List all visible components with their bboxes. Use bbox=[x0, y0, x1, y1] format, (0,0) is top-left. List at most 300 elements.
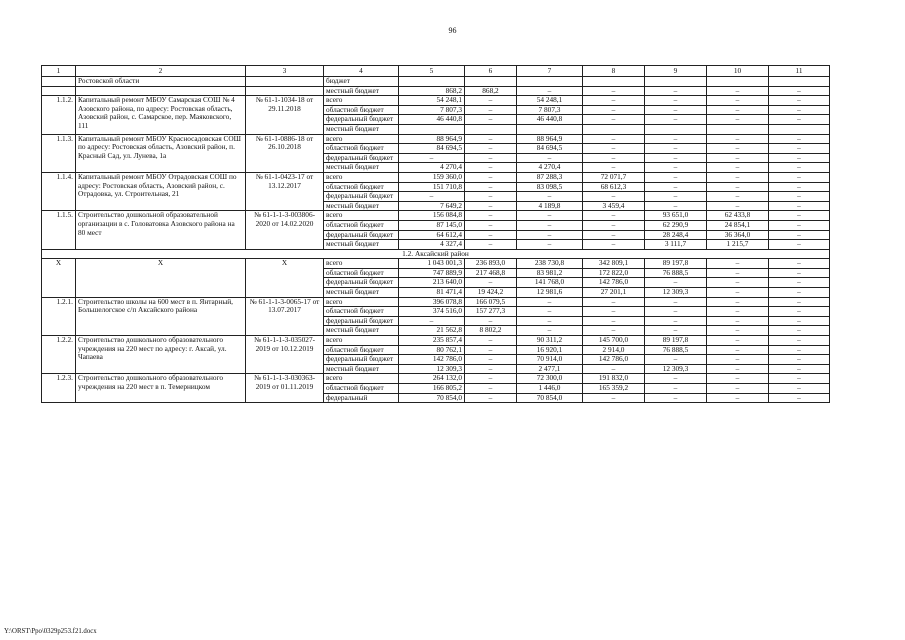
table-cell: 64 612,4 bbox=[399, 230, 465, 240]
table-cell: 868,2 bbox=[465, 86, 517, 96]
table-cell: 142 786,0 bbox=[583, 278, 645, 288]
table-cell: федеральный бюджет bbox=[324, 316, 399, 326]
table-cell: 159 360,0 bbox=[399, 172, 465, 182]
table-cell: – bbox=[707, 364, 769, 374]
table-cell: – bbox=[769, 316, 830, 326]
table-row bbox=[42, 297, 830, 307]
table-cell: – bbox=[465, 182, 517, 192]
table-cell: – bbox=[399, 316, 465, 326]
table-cell: 70 854,0 bbox=[517, 393, 583, 403]
table-cell: – bbox=[583, 240, 645, 250]
table-cell: 236 893,0 bbox=[465, 259, 517, 269]
table-cell: 12 309,3 bbox=[645, 288, 707, 298]
table-cell: № 61-1-1-3-035027-2019 от 10.12.2019 bbox=[246, 336, 324, 374]
table-cell: 8 802,2 bbox=[465, 326, 517, 336]
table-cell: 12 981,6 bbox=[517, 288, 583, 298]
table-cell: – bbox=[707, 86, 769, 96]
table-cell: № 61-1-0423-17 от 13.12.2017 bbox=[246, 172, 324, 210]
section-title: 1.2. Аксайский район bbox=[42, 249, 830, 259]
table-cell: Х bbox=[76, 259, 246, 297]
table-cell: – bbox=[769, 172, 830, 182]
budget-table bbox=[41, 65, 830, 403]
table-cell: областной бюджет bbox=[324, 345, 399, 355]
table-cell: 4 270,4 bbox=[399, 163, 465, 173]
table-cell: 1 446,0 bbox=[517, 384, 583, 394]
table-cell: – bbox=[707, 374, 769, 384]
table-cell: – bbox=[583, 316, 645, 326]
table-cell: всего bbox=[324, 374, 399, 384]
table-cell: 89 197,8 bbox=[645, 259, 707, 269]
table-cell: – bbox=[769, 297, 830, 307]
table-cell: 145 700,0 bbox=[583, 336, 645, 346]
table-cell: – bbox=[769, 336, 830, 346]
table-cell: – bbox=[583, 364, 645, 374]
table-cell: – bbox=[583, 230, 645, 240]
header-cell: 8 bbox=[583, 66, 645, 77]
table-cell: – bbox=[645, 105, 707, 115]
table-cell bbox=[707, 77, 769, 87]
table-cell: – bbox=[583, 307, 645, 317]
table-cell: Ростовской области bbox=[76, 77, 246, 87]
table-cell: всего bbox=[324, 172, 399, 182]
table-row bbox=[42, 211, 830, 221]
table-cell: – bbox=[517, 220, 583, 230]
table-cell: – bbox=[769, 220, 830, 230]
header-cell: 3 bbox=[246, 66, 324, 77]
table-cell: местный бюджет bbox=[324, 288, 399, 298]
table-cell: № 61-1-0886-18 от 26.10.2018 bbox=[246, 134, 324, 172]
table-cell: – bbox=[465, 192, 517, 202]
table-cell: местный бюджет bbox=[324, 86, 399, 96]
table-cell: – bbox=[517, 192, 583, 202]
table-cell: Строительство школы на 600 мест в п. Янтарный, Большелогское с/п Аксайского района bbox=[76, 297, 246, 335]
table-cell: – bbox=[583, 326, 645, 336]
table-row bbox=[42, 96, 830, 106]
table-cell: – bbox=[769, 211, 830, 221]
table-cell: 46 440,8 bbox=[517, 115, 583, 125]
table-cell: всего bbox=[324, 259, 399, 269]
table-cell: – bbox=[707, 307, 769, 317]
table-cell: – bbox=[769, 278, 830, 288]
table-cell: – bbox=[707, 268, 769, 278]
table-cell: 83 098,5 bbox=[517, 182, 583, 192]
table-cell: – bbox=[465, 336, 517, 346]
table-cell: 21 562,8 bbox=[399, 326, 465, 336]
table-cell: 238 730,8 bbox=[517, 259, 583, 269]
table-cell: 213 640,0 bbox=[399, 278, 465, 288]
table-cell: – bbox=[465, 220, 517, 230]
table-cell: – bbox=[517, 86, 583, 96]
table-cell: – bbox=[645, 134, 707, 144]
table-cell: – bbox=[769, 307, 830, 317]
table-cell: 87 145,0 bbox=[399, 220, 465, 230]
table-cell bbox=[399, 124, 465, 134]
table-cell: федеральный бюджет bbox=[324, 115, 399, 125]
table-cell: – bbox=[645, 384, 707, 394]
table-cell bbox=[769, 124, 830, 134]
table-cell: 157 277,3 bbox=[465, 307, 517, 317]
table-cell: – bbox=[517, 240, 583, 250]
table-cell: – bbox=[707, 278, 769, 288]
table-cell: областной бюджет bbox=[324, 182, 399, 192]
table-cell: – bbox=[583, 220, 645, 230]
table-cell: – bbox=[583, 144, 645, 154]
table-cell: – bbox=[583, 211, 645, 221]
table-cell: 4 189,8 bbox=[517, 201, 583, 211]
table-cell bbox=[465, 77, 517, 87]
table-cell bbox=[583, 77, 645, 87]
table-cell: Строительство дошкольного образовательного учреждения на 220 мест по адресу: г. Аксай, ул. Чапаева bbox=[76, 336, 246, 374]
table-cell: – bbox=[465, 153, 517, 163]
table-cell: Капитальный ремонт МБОУ Отрадовская СОШ по адресу: Ростовская область, Азовский район, с. Отрадовка, ул. Строительная, 21 bbox=[76, 172, 246, 210]
table-cell: – bbox=[769, 96, 830, 106]
table-cell: 76 888,5 bbox=[645, 345, 707, 355]
table-cell: – bbox=[583, 134, 645, 144]
table-cell bbox=[399, 77, 465, 87]
table-cell: – bbox=[645, 278, 707, 288]
table-cell: – bbox=[465, 115, 517, 125]
table-cell: № 61-1-1-3-030363-2019 от 01.11.2019 bbox=[246, 374, 324, 403]
table-cell: 88 964,9 bbox=[517, 134, 583, 144]
table-cell bbox=[645, 124, 707, 134]
table-cell: Капитальный ремонт МБОУ Красносадовская СОШ по адресу: Ростовская область, Азовский район, п. Красный Сад, ул. Лунева, 1а bbox=[76, 134, 246, 172]
table-cell: Капитальный ремонт МБОУ Самарская СОШ № 4 Азовского района, по адресу: Ростовская область, Азовский район, с. Самарское, пер. Маяковского, 111 bbox=[76, 96, 246, 134]
table-row bbox=[42, 259, 830, 269]
table-cell: – bbox=[769, 105, 830, 115]
table-cell: – bbox=[465, 134, 517, 144]
table-cell: – bbox=[707, 393, 769, 403]
header-cell: 7 bbox=[517, 66, 583, 77]
table-cell: № 61-1-1-3-0065-17 от 13.07.2017 bbox=[246, 297, 324, 335]
table-cell: – bbox=[645, 144, 707, 154]
budget-table-container bbox=[41, 65, 829, 403]
table-cell: 1 215,7 bbox=[707, 240, 769, 250]
table-cell: федеральный бюджет bbox=[324, 153, 399, 163]
table-cell: № 61-1-1-3-003806-2020 от 14.02.2020 bbox=[246, 211, 324, 249]
table-row bbox=[42, 172, 830, 182]
table-cell: – bbox=[769, 182, 830, 192]
table-cell: – bbox=[707, 316, 769, 326]
table-cell: 235 857,4 bbox=[399, 336, 465, 346]
table-cell: 76 888,5 bbox=[645, 268, 707, 278]
table-cell: – bbox=[707, 144, 769, 154]
table-cell: – bbox=[465, 384, 517, 394]
table-cell: 84 694,5 bbox=[517, 144, 583, 154]
table-cell: 142 786,0 bbox=[399, 355, 465, 365]
table-cell: Х bbox=[246, 259, 324, 297]
table-cell: 84 694,5 bbox=[399, 144, 465, 154]
table-cell: 12 309,3 bbox=[645, 364, 707, 374]
table-cell: – bbox=[769, 288, 830, 298]
footer-file-path: Y:\ORST\Ppo\0329p253.f21.docx bbox=[4, 628, 97, 635]
table-cell: – bbox=[465, 201, 517, 211]
table-cell: – bbox=[769, 230, 830, 240]
table-cell: – bbox=[707, 163, 769, 173]
table-cell: – bbox=[645, 86, 707, 96]
table-cell: Строительство дошкольного образовательного учреждения на 220 мест в п. Темерницком bbox=[76, 374, 246, 403]
table-cell: 264 132,0 bbox=[399, 374, 465, 384]
table-cell: 27 201,1 bbox=[583, 288, 645, 298]
table-cell bbox=[42, 77, 76, 87]
table-cell: областной бюджет bbox=[324, 268, 399, 278]
table-cell: 81 471,4 bbox=[399, 288, 465, 298]
table-cell: – bbox=[769, 192, 830, 202]
table-cell: – bbox=[707, 384, 769, 394]
table-cell: федеральный bbox=[324, 393, 399, 403]
table-cell: 72 300,0 bbox=[517, 374, 583, 384]
table-cell: – bbox=[707, 115, 769, 125]
header-cell: 5 bbox=[399, 66, 465, 77]
table-cell: всего bbox=[324, 96, 399, 106]
table-cell: – bbox=[769, 115, 830, 125]
table-cell: – bbox=[769, 259, 830, 269]
table-cell: 151 710,8 bbox=[399, 182, 465, 192]
table-cell: областной бюджет bbox=[324, 105, 399, 115]
table-cell: 374 516,0 bbox=[399, 307, 465, 317]
table-cell: – bbox=[645, 297, 707, 307]
table-cell: – bbox=[517, 211, 583, 221]
table-cell: – bbox=[465, 105, 517, 115]
table-cell: 2 477,1 bbox=[517, 364, 583, 374]
table-row bbox=[42, 336, 830, 346]
table-cell: – bbox=[465, 393, 517, 403]
table-cell: местный бюджет bbox=[324, 326, 399, 336]
table-cell: 2 914,0 bbox=[583, 345, 645, 355]
table-cell: 7 649,2 bbox=[399, 201, 465, 211]
column-number-header bbox=[42, 66, 830, 77]
table-cell: 1 043 001,3 bbox=[399, 259, 465, 269]
table-cell: – bbox=[583, 192, 645, 202]
table-cell: – bbox=[645, 182, 707, 192]
table-cell: 396 078,8 bbox=[399, 297, 465, 307]
table-cell: 166 805,2 bbox=[399, 384, 465, 394]
table-cell: – bbox=[465, 144, 517, 154]
table-cell: 4 327,4 bbox=[399, 240, 465, 250]
table-cell bbox=[246, 77, 324, 87]
table-cell: – bbox=[465, 230, 517, 240]
table-row bbox=[42, 134, 830, 144]
table-cell: – bbox=[707, 172, 769, 182]
table-cell: – bbox=[465, 240, 517, 250]
table-cell: – bbox=[707, 182, 769, 192]
table-cell: – bbox=[517, 230, 583, 240]
header-cell: 4 bbox=[324, 66, 399, 77]
table-cell: 28 248,4 bbox=[645, 230, 707, 240]
table-cell: 54 248,1 bbox=[399, 96, 465, 106]
table-cell: – bbox=[465, 211, 517, 221]
table-cell: – bbox=[465, 355, 517, 365]
table-cell: – bbox=[583, 96, 645, 106]
table-cell bbox=[246, 86, 324, 96]
table-cell: – bbox=[645, 201, 707, 211]
table-cell: 62 433,8 bbox=[707, 211, 769, 221]
table-cell: – bbox=[645, 316, 707, 326]
table-cell: 217 468,8 bbox=[465, 268, 517, 278]
table-cell: федеральный бюджет bbox=[324, 192, 399, 202]
table-cell: местный бюджет bbox=[324, 201, 399, 211]
header-cell: 11 bbox=[769, 66, 830, 77]
table-cell: областной бюджет bbox=[324, 307, 399, 317]
table-cell: – bbox=[465, 374, 517, 384]
table-cell: – bbox=[769, 86, 830, 96]
table-cell: – bbox=[583, 163, 645, 173]
table-cell: – bbox=[517, 316, 583, 326]
table-cell: федеральный бюджет bbox=[324, 355, 399, 365]
table-cell bbox=[583, 124, 645, 134]
table-cell: – bbox=[769, 326, 830, 336]
table-cell: – bbox=[645, 153, 707, 163]
table-cell: – bbox=[645, 96, 707, 106]
header-cell: 10 bbox=[707, 66, 769, 77]
table-cell: 3 459,4 bbox=[583, 201, 645, 211]
table-cell: – bbox=[517, 153, 583, 163]
table-cell: – bbox=[707, 297, 769, 307]
table-cell: областной бюджет bbox=[324, 384, 399, 394]
table-cell bbox=[645, 77, 707, 87]
table-cell: 165 359,2 bbox=[583, 384, 645, 394]
header-cell: 2 bbox=[76, 66, 246, 77]
table-cell: бюджет bbox=[324, 77, 399, 87]
table-cell: 16 920,1 bbox=[517, 345, 583, 355]
table-cell: 7 807,3 bbox=[399, 105, 465, 115]
table-cell: 156 084,8 bbox=[399, 211, 465, 221]
table-cell: – bbox=[645, 192, 707, 202]
table-cell bbox=[707, 124, 769, 134]
table-cell: – bbox=[583, 86, 645, 96]
table-cell: 1.1.4. bbox=[42, 172, 76, 210]
table-cell: федеральный бюджет bbox=[324, 278, 399, 288]
table-cell: – bbox=[465, 345, 517, 355]
table-cell: – bbox=[583, 393, 645, 403]
table-cell: всего bbox=[324, 336, 399, 346]
table-cell: – bbox=[583, 115, 645, 125]
table-cell: – bbox=[517, 326, 583, 336]
table-cell: – bbox=[707, 153, 769, 163]
table-cell: – bbox=[707, 336, 769, 346]
header-cell: 9 bbox=[645, 66, 707, 77]
header-cell: 1 bbox=[42, 66, 76, 77]
table-cell: № 61-1-1034-18 от 29.11.2018 bbox=[246, 96, 324, 134]
table-cell: 36 364,0 bbox=[707, 230, 769, 240]
table-cell: 24 854,1 bbox=[707, 220, 769, 230]
table-cell: – bbox=[645, 172, 707, 182]
table-cell: – bbox=[769, 268, 830, 278]
table-cell: местный бюджет bbox=[324, 124, 399, 134]
table-cell: Строительство дошкольной образовательной организации в с. Головатовка Азовского района на 80 мест bbox=[76, 211, 246, 249]
table-cell: 166 079,5 bbox=[465, 297, 517, 307]
table-cell: федеральный бюджет bbox=[324, 230, 399, 240]
table-cell: 1.2.3. bbox=[42, 374, 76, 403]
table-cell: – bbox=[645, 393, 707, 403]
table-cell: – bbox=[645, 326, 707, 336]
table-cell: – bbox=[707, 326, 769, 336]
table-cell: 3 111,7 bbox=[645, 240, 707, 250]
table-cell bbox=[42, 86, 76, 96]
table-cell: – bbox=[707, 355, 769, 365]
table-cell: – bbox=[769, 355, 830, 365]
table-cell: – bbox=[769, 134, 830, 144]
table-cell: – bbox=[707, 288, 769, 298]
table-cell: 19 424,2 bbox=[465, 288, 517, 298]
table-cell: 87 288,3 bbox=[517, 172, 583, 182]
page-number: 96 bbox=[448, 26, 457, 35]
table-cell: – bbox=[707, 201, 769, 211]
table-cell bbox=[76, 86, 246, 96]
table-cell: 62 290,9 bbox=[645, 220, 707, 230]
table-row bbox=[42, 77, 830, 87]
section-header-row bbox=[42, 249, 830, 259]
table-cell: – bbox=[399, 153, 465, 163]
table-cell: 747 889,9 bbox=[399, 268, 465, 278]
table-cell: 93 651,0 bbox=[645, 211, 707, 221]
table-cell: 191 832,0 bbox=[583, 374, 645, 384]
table-cell: всего bbox=[324, 134, 399, 144]
table-cell: – bbox=[465, 96, 517, 106]
table-cell bbox=[517, 77, 583, 87]
table-row bbox=[42, 374, 830, 384]
table-cell: 1.1.3. bbox=[42, 134, 76, 172]
table-cell bbox=[769, 77, 830, 87]
table-cell: – bbox=[769, 345, 830, 355]
table-cell: – bbox=[707, 259, 769, 269]
table-cell: 89 197,8 bbox=[645, 336, 707, 346]
table-cell: всего bbox=[324, 297, 399, 307]
table-cell: 54 248,1 bbox=[517, 96, 583, 106]
table-cell: – bbox=[769, 240, 830, 250]
table-cell: местный бюджет bbox=[324, 163, 399, 173]
table-cell: 7 807,3 bbox=[517, 105, 583, 115]
table-body bbox=[42, 77, 830, 403]
table-cell: – bbox=[645, 307, 707, 317]
table-cell: – bbox=[707, 345, 769, 355]
table-cell: 70 854,0 bbox=[399, 393, 465, 403]
table-cell: – bbox=[769, 384, 830, 394]
table-cell: 83 981,2 bbox=[517, 268, 583, 278]
table-cell: – bbox=[645, 163, 707, 173]
table-cell: – bbox=[769, 374, 830, 384]
table-cell: 90 311,2 bbox=[517, 336, 583, 346]
table-cell: – bbox=[399, 192, 465, 202]
table-cell: – bbox=[465, 278, 517, 288]
table-cell: 1.2.2. bbox=[42, 336, 76, 374]
table-cell: 142 786,0 bbox=[583, 355, 645, 365]
table-cell bbox=[465, 124, 517, 134]
table-cell: – bbox=[645, 355, 707, 365]
table-cell: местный бюджет bbox=[324, 240, 399, 250]
table-cell: местный бюджет bbox=[324, 364, 399, 374]
table-cell: – bbox=[707, 96, 769, 106]
table-cell: 72 071,7 bbox=[583, 172, 645, 182]
table-cell: – bbox=[707, 134, 769, 144]
table-cell: – bbox=[769, 364, 830, 374]
table-cell: – bbox=[465, 163, 517, 173]
table-cell: – bbox=[583, 105, 645, 115]
table-cell: 172 822,0 bbox=[583, 268, 645, 278]
table-cell: 868,2 bbox=[399, 86, 465, 96]
table-cell: – bbox=[769, 153, 830, 163]
table-row bbox=[42, 86, 830, 96]
table-cell: 342 809,1 bbox=[583, 259, 645, 269]
table-cell: 68 612,3 bbox=[583, 182, 645, 192]
table-cell: 4 270,4 bbox=[517, 163, 583, 173]
table-cell: 12 309,3 bbox=[399, 364, 465, 374]
table-cell: – bbox=[583, 153, 645, 163]
table-cell: 1.1.2. bbox=[42, 96, 76, 134]
table-cell: – bbox=[465, 316, 517, 326]
table-cell: 70 914,0 bbox=[517, 355, 583, 365]
table-cell bbox=[517, 124, 583, 134]
table-cell: 46 440,8 bbox=[399, 115, 465, 125]
